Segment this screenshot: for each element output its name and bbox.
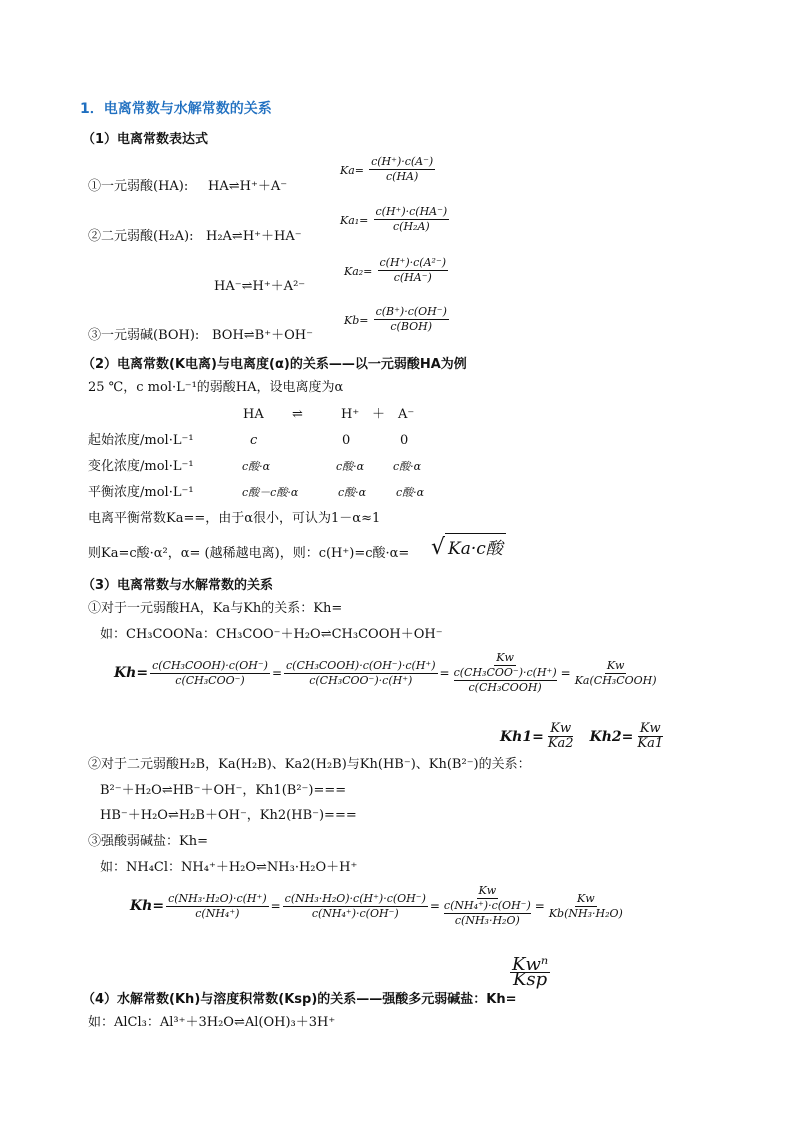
diacid-label: ②二元弱酸(H₂A): bbox=[88, 229, 194, 244]
kh-pair-expression: Kh1= $\frac{Kw}{Ka2}$ Kh2= $\frac{Kw}{Ka1}$ bbox=[500, 721, 664, 751]
row-equil-c2: c酸·α bbox=[338, 486, 367, 499]
row-equil-c3: c酸·α bbox=[396, 486, 425, 499]
row-start-label: 起始浓度/mol·L⁻¹ bbox=[88, 433, 194, 448]
subsection-4-title: （4）水解常数(Kh)与溶度积常数(Ksp)的关系——强酸多元弱碱盐：Kh= bbox=[82, 992, 517, 1007]
row-change-c3: c酸·α bbox=[393, 460, 422, 473]
row-equil-label: 平衡浓度/mol·L⁻¹ bbox=[88, 485, 194, 500]
sqrt-expression: √ Ka·c酸 bbox=[431, 533, 506, 560]
example-3-equation: 如：NH₄Cl：NH₄⁺＋H₂O⇌NH₃·H₂O＋H⁺ bbox=[100, 860, 358, 875]
row-change-c1: c酸·α bbox=[242, 460, 271, 473]
row-start-c3: 0 bbox=[400, 433, 409, 448]
table-header-arrow: ⇌ bbox=[292, 407, 303, 422]
table-header-ha: HA bbox=[243, 407, 264, 422]
item-2-text: ②对于二元弱酸H₂B，Ka(H₂B)、Ka2(H₂B)与Kh(HB⁻)、Kh(B²⁻)的关系： bbox=[88, 757, 531, 772]
row-change-label: 变化浓度/mol·L⁻¹ bbox=[88, 459, 194, 474]
item-3-text: ③强酸弱碱盐：Kh= bbox=[88, 834, 208, 849]
subsection-3-title: （3）电离常数与水解常数的关系 bbox=[82, 578, 274, 593]
row-equil-c1: c酸－c酸·α bbox=[242, 486, 299, 499]
weak-base-equation: BOH⇌B⁺＋OH⁻ bbox=[212, 328, 313, 343]
hb-hydrolysis-equation: HB⁻＋H₂O⇌H₂B＋OH⁻，Kh2(HB⁻)=== bbox=[100, 808, 357, 823]
diacid-equation-2: HA⁻⇌H⁺＋A²⁻ bbox=[214, 279, 306, 294]
item-1-text: ①对于一元弱酸HA，Ka与Kh的关系：Kh= bbox=[88, 601, 343, 616]
table-header-plus: ＋ bbox=[372, 407, 386, 422]
subsection-2-title: （2）电离常数(K电离)与电离度(α)的关系——以一元弱酸HA为例 bbox=[82, 357, 467, 372]
example-1-equation: 如：CH₃COONa：CH₃COO⁻＋H₂O⇌CH₃COOH＋OH⁻ bbox=[100, 627, 443, 642]
kh1-equation: Kh= $\frac{\text{c(CH₃COOH)·c(OH⁻)}}{\text{c(CH₃COO⁻)}}$ = $\frac{\text{c(CH₃COOH)·c(OH⁻)·c(H⁺)}}{\text{c(CH₃COO⁻)·c(H⁺)}}$ = Kw c(CH₃COO⁻)·c(H⁺) c(CH₃COOH) = $\frac{Kw}{\text{Ka(CH₃COOH)}}$ bbox=[114, 651, 657, 694]
ka-expression: Ka= $\frac{c(H^+)\cdot c(A^-)}{c(HA)}$ bbox=[340, 155, 434, 183]
table-header-a: A⁻ bbox=[398, 407, 415, 422]
b2-hydrolysis-equation: B²⁻＋H₂O⇌HB⁻＋OH⁻，Kh1(B²⁻)=== bbox=[100, 783, 347, 798]
ka1-expression: Ka₁= $\frac{c(H^+)\cdot c(HA^-)}{\text{c(H₂A)}}$ bbox=[340, 205, 448, 233]
ka2-expression: Ka₂= $\frac{\text{c(H⁺)·c(A²⁻)}}{c(HA^-)}$ bbox=[344, 256, 447, 284]
kh-ksp-fraction: $\frac{\text{Kwⁿ}}{\text{Ksp}}$ bbox=[512, 954, 549, 990]
ka-alpha-line: 则Ka=c酸·α²，α= (越稀越电离)，则：c(H⁺)=c酸·α= bbox=[88, 546, 410, 561]
weak-acid-label: ①一元弱酸(HA): bbox=[88, 179, 189, 194]
subsection-1-title: （1）电离常数表达式 bbox=[82, 132, 209, 147]
kh3-equation: Kh= $\frac{\text{c(NH₃·H₂O)·c(H⁺)}}{\text{c(NH₄⁺)}}$ = $\frac{\text{c(NH₃·H₂O)·c(H⁺)·c(OH⁻)}}{\text{c(NH₄⁺)·c(OH⁻)}}$ = Kw c(NH₄⁺)·c(OH⁻) c(NH₃·H₂O) = $\frac{Kw}{\text{Kb(NH₃·H₂O)}}$ bbox=[130, 884, 623, 927]
ka-approx-line: 电离平衡常数Ka==，由于α很小，可认为1－α≈1 bbox=[88, 511, 381, 526]
section-title: 1．电离常数与水解常数的关系 bbox=[80, 101, 272, 117]
kb-expression: Kb= $\frac{c(B^+)\cdot c(OH^-)}{\text{c(BOH)}}$ bbox=[344, 305, 447, 333]
diacid-equation-1: H₂A⇌H⁺＋HA⁻ bbox=[206, 229, 302, 244]
intro-line: 25 ℃，c mol·L⁻¹的弱酸HA，设电离度为α bbox=[88, 380, 344, 395]
table-header-h: H⁺ bbox=[341, 407, 360, 422]
weak-acid-equation: HA⇌H⁺＋A⁻ bbox=[208, 179, 288, 194]
example-4-equation: 如：AlCl₃：Al³⁺＋3H₂O⇌Al(OH)₃＋3H⁺ bbox=[88, 1015, 336, 1030]
row-start-c2: 0 bbox=[342, 433, 351, 448]
row-start-c1: c bbox=[250, 433, 258, 448]
weak-base-label: ③一元弱碱(BOH): bbox=[88, 328, 200, 343]
row-change-c2: c酸·α bbox=[336, 460, 365, 473]
